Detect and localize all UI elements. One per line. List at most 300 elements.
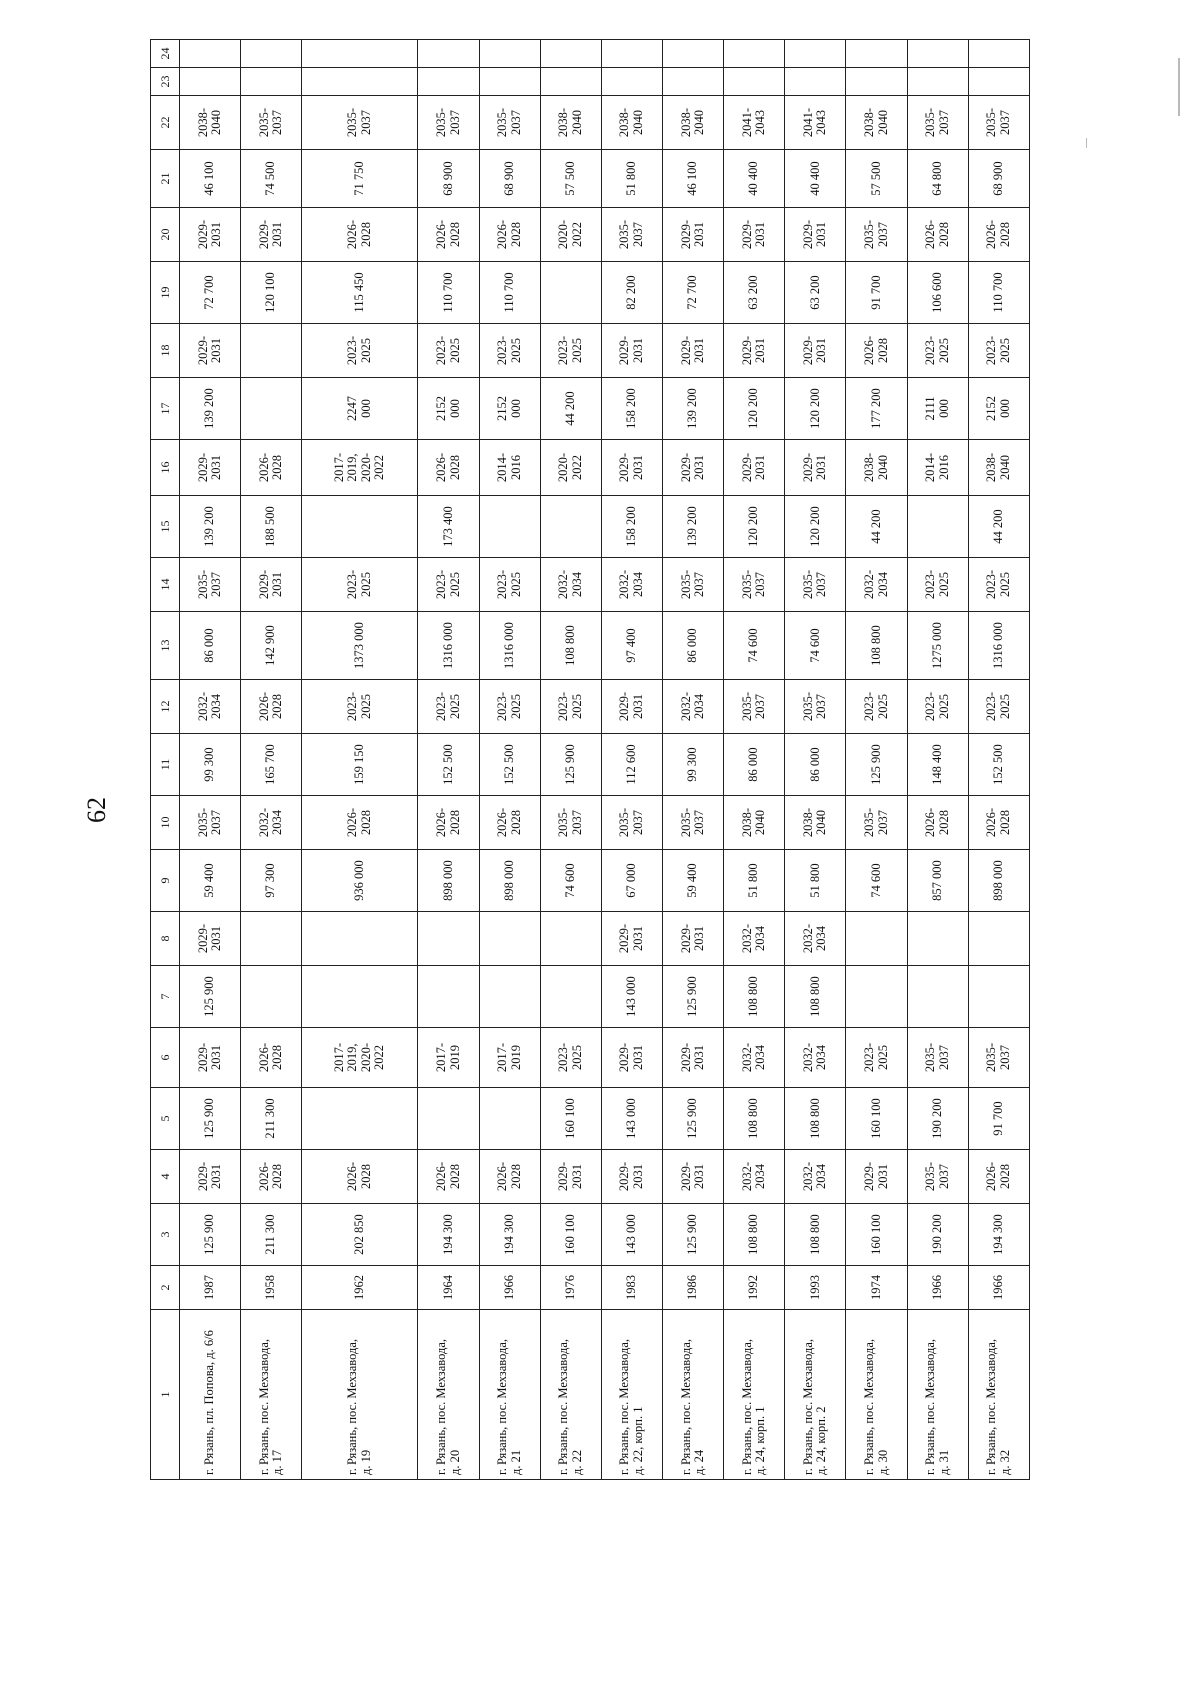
table-cell: 2035- 2037 [724,680,785,734]
table-cell [601,68,662,96]
table-cell: 139 200 [180,378,241,440]
table-cell: 2038- 2040 [663,96,724,150]
table-cell: 2023- 2025 [907,680,968,734]
address-cell: г. Рязань, пл. Попова, д. 6/6 [180,1310,241,1480]
table-cell: 2023- 2025 [418,680,479,734]
table-row [785,40,846,1480]
table-cell: 2026- 2028 [968,208,1029,262]
table-cell: 1316 000 [479,612,540,680]
table-cell: 99 300 [663,734,724,796]
table-cell: 46 100 [663,150,724,208]
table-cell: 2035- 2037 [846,208,907,262]
table-cell: 40 400 [785,150,846,208]
table-cell: 1976 [540,1266,601,1310]
table-cell [241,40,302,68]
table-cell: 108 800 [724,1088,785,1150]
table-cell: 68 900 [418,150,479,208]
table-cell: 108 800 [785,1088,846,1150]
table-cell: 2152 000 [479,378,540,440]
column-header-5: 5 [151,1088,180,1150]
column-header-8: 8 [151,912,180,966]
table-cell: 108 800 [785,1204,846,1266]
table-cell: 74 600 [846,850,907,912]
table-cell: 2035- 2037 [241,96,302,150]
address-cell: г. Рязань, пос. Мехзавода, д. 20 [418,1310,479,1480]
column-header-23: 23 [151,68,180,96]
table-cell: 2035- 2037 [785,680,846,734]
table-cell: 2035- 2037 [601,208,662,262]
table-cell: 2017- 2019, 2020- 2022 [302,440,418,496]
table-cell: 97 400 [601,612,662,680]
table-cell: 106 600 [907,262,968,324]
table-cell: 110 700 [479,262,540,324]
table-cell: 2017- 2019 [479,1028,540,1088]
table-cell [479,912,540,966]
table-cell: 160 100 [540,1204,601,1266]
table-cell [241,912,302,966]
table-cell: 46 100 [180,150,241,208]
table-cell [540,966,601,1028]
table-cell: 898 000 [968,850,1029,912]
table-cell [302,1088,418,1150]
table-cell [540,68,601,96]
table-cell: 64 800 [907,150,968,208]
table-cell: 108 800 [540,612,601,680]
address-cell: г. Рязань, пос. Мехзавода, д. 32 [968,1310,1029,1480]
table-cell: 139 200 [180,496,241,558]
table-cell: 2035- 2037 [180,558,241,612]
table-cell: 51 800 [785,850,846,912]
table-cell: 2029- 2031 [663,1150,724,1204]
table-cell: 2038- 2040 [540,96,601,150]
table-cell [907,68,968,96]
address-cell: г. Рязань, пос. Мехзавода, д. 22 [540,1310,601,1480]
table-cell: 2035- 2037 [418,96,479,150]
table-row [540,40,601,1480]
column-header-3: 3 [151,1204,180,1266]
table-cell: 211 300 [241,1204,302,1266]
table-cell [968,912,1029,966]
table-cell: 86 000 [785,734,846,796]
table-cell: 1966 [479,1266,540,1310]
column-header-18: 18 [151,324,180,378]
table-cell: 190 200 [907,1088,968,1150]
table-cell: 2029- 2031 [785,208,846,262]
table-cell: 2029- 2031 [601,324,662,378]
address-cell: г. Рязань, пос. Мехзавода, д. 31 [907,1310,968,1480]
table-cell: 2020- 2022 [540,440,601,496]
table-cell: 2029- 2031 [180,912,241,966]
table-cell [663,40,724,68]
table-cell: 74 500 [241,150,302,208]
table-cell: 2029- 2031 [724,208,785,262]
table-cell: 2026- 2028 [241,680,302,734]
table-cell [968,966,1029,1028]
address-cell: г. Рязань, пос. Мехзавода, д. 24, корп. 1 [724,1310,785,1480]
table-cell: 108 800 [724,1204,785,1266]
table-cell: 2035- 2037 [785,558,846,612]
table-cell: 2035- 2037 [302,96,418,150]
table-cell: 2029- 2031 [663,912,724,966]
table-cell: 202 850 [302,1204,418,1266]
table-cell: 63 200 [724,262,785,324]
table-cell: 120 200 [785,378,846,440]
table-cell: 2035- 2037 [907,1028,968,1088]
table-cell: 125 900 [663,1088,724,1150]
table-row [479,40,540,1480]
table-cell [479,1088,540,1150]
table-cell: 86 000 [663,612,724,680]
table-cell: 57 500 [846,150,907,208]
table-cell [241,324,302,378]
table-cell: 2020- 2022 [540,208,601,262]
table-cell: 125 900 [180,1204,241,1266]
table-cell: 2041- 2043 [724,96,785,150]
table-cell: 2026- 2028 [418,440,479,496]
table-cell: 44 200 [540,378,601,440]
table-cell: 2017- 2019 [418,1028,479,1088]
table-cell: 2029- 2031 [180,440,241,496]
table-cell: 2029- 2031 [180,208,241,262]
table-cell [479,496,540,558]
table-cell [302,40,418,68]
table-cell [785,68,846,96]
table-cell: 2035- 2037 [663,796,724,850]
table-body [180,40,1030,1480]
table-cell: 2026- 2028 [968,796,1029,850]
table-cell: 2032- 2034 [785,1150,846,1204]
table-cell: 2029- 2031 [785,324,846,378]
table-cell: 139 200 [663,496,724,558]
scan-artifact [1178,58,1180,116]
table-cell: 115 450 [302,262,418,324]
column-header-20: 20 [151,208,180,262]
table-cell: 139 200 [663,378,724,440]
table-cell [907,912,968,966]
table-cell: 2026- 2028 [241,1028,302,1088]
table-cell: 2247 000 [302,378,418,440]
table-cell: 142 900 [241,612,302,680]
column-header-24: 24 [151,40,180,68]
table-cell: 2038- 2040 [968,440,1029,496]
table-cell [663,68,724,96]
table-cell: 2023- 2025 [968,558,1029,612]
column-header-16: 16 [151,440,180,496]
table-cell: 2014- 2016 [479,440,540,496]
table-cell: 857 000 [907,850,968,912]
table-cell: 1987 [180,1266,241,1310]
address-cell: г. Рязань, пос. Мехзавода, д. 19 [302,1310,418,1480]
table-cell: 67 000 [601,850,662,912]
table-cell: 120 200 [785,496,846,558]
table-cell: 2152 000 [418,378,479,440]
table-cell: 2032- 2034 [785,1028,846,1088]
column-header-11: 11 [151,734,180,796]
address-cell: г. Рязань, пос. Мехзавода, д. 30 [846,1310,907,1480]
table-cell: 2023- 2025 [968,324,1029,378]
column-header-2: 2 [151,1266,180,1310]
table-cell [907,496,968,558]
table-cell: 2035- 2037 [724,558,785,612]
table-cell: 2026- 2028 [302,796,418,850]
table-cell: 2038- 2040 [846,440,907,496]
column-header-15: 15 [151,496,180,558]
table-cell: 143 000 [601,966,662,1028]
table-cell: 2038- 2040 [724,796,785,850]
table-cell: 2026- 2028 [968,1150,1029,1204]
table-cell: 44 200 [846,496,907,558]
table-cell: 936 000 [302,850,418,912]
table-cell: 898 000 [479,850,540,912]
table-cell: 2035- 2037 [907,1150,968,1204]
table-cell: 194 300 [968,1204,1029,1266]
table-cell: 2029- 2031 [724,324,785,378]
table-cell: 158 200 [601,496,662,558]
table-cell: 188 500 [241,496,302,558]
table-cell: 74 600 [540,850,601,912]
table-cell: 82 200 [601,262,662,324]
table-cell [601,40,662,68]
table-cell: 148 400 [907,734,968,796]
table-cell [540,262,601,324]
table-cell [302,912,418,966]
table-row [180,40,241,1480]
table-cell: 2111 000 [907,378,968,440]
table-row [418,40,479,1480]
table-cell: 2029- 2031 [601,440,662,496]
table-cell: 2029- 2031 [724,440,785,496]
table-cell [846,40,907,68]
table-cell: 2035- 2037 [968,1028,1029,1088]
table-cell: 120 200 [724,496,785,558]
table-cell: 2026- 2028 [418,1150,479,1204]
table-cell [418,1088,479,1150]
table-cell: 2026- 2028 [241,1150,302,1204]
table-cell: 2035- 2037 [601,796,662,850]
table-cell: 1275 000 [907,612,968,680]
table-cell: 110 700 [968,262,1029,324]
table-cell: 125 900 [180,1088,241,1150]
table-cell: 72 700 [180,262,241,324]
table-cell: 143 000 [601,1204,662,1266]
table-cell: 125 900 [846,734,907,796]
table-cell: 74 600 [724,612,785,680]
table-cell: 1986 [663,1266,724,1310]
rotated-table-container [150,47,1030,1480]
table-cell: 2023- 2025 [302,324,418,378]
table-cell: 2026- 2028 [302,1150,418,1204]
table-cell: 125 900 [663,966,724,1028]
table-cell: 1964 [418,1266,479,1310]
table-cell: 2035- 2037 [907,96,968,150]
table-cell: 2026- 2028 [418,208,479,262]
address-cell: г. Рязань, пос. Мехзавода, д. 21 [479,1310,540,1480]
table-cell: 2032- 2034 [785,912,846,966]
table-cell [785,40,846,68]
table-cell [540,912,601,966]
table-cell [846,68,907,96]
table-cell [302,966,418,1028]
table-cell: 2029- 2031 [241,558,302,612]
table-cell: 2026- 2028 [907,796,968,850]
table-cell: 159 150 [302,734,418,796]
table-cell: 2032- 2034 [724,1150,785,1204]
table-cell: 2017- 2019, 2020- 2022 [302,1028,418,1088]
table-cell: 91 700 [968,1088,1029,1150]
table-cell: 40 400 [724,150,785,208]
table-cell [418,966,479,1028]
column-header-19: 19 [151,262,180,324]
table-cell: 86 000 [180,612,241,680]
column-header-9: 9 [151,850,180,912]
table-cell: 51 800 [724,850,785,912]
page-number: 62 [82,797,111,823]
scan-artifact [1086,138,1087,148]
table-cell: 2032- 2034 [724,1028,785,1088]
table-cell: 1992 [724,1266,785,1310]
table-cell: 2035- 2037 [663,558,724,612]
address-cell: г. Рязань, пос. Мехзавода, д. 24, корп. 2 [785,1310,846,1480]
table-cell [540,40,601,68]
table-cell [180,40,241,68]
table-row [968,40,1029,1480]
table-cell: 2026- 2028 [479,1150,540,1204]
table-cell: 2023- 2025 [540,680,601,734]
table-cell: 2029- 2031 [663,324,724,378]
table-cell: 152 500 [479,734,540,796]
table-cell: 2026- 2028 [302,208,418,262]
table-cell: 2029- 2031 [180,324,241,378]
table-cell [418,68,479,96]
table-cell: 2041- 2043 [785,96,846,150]
table-cell [418,912,479,966]
table-cell: 165 700 [241,734,302,796]
table-cell: 2026- 2028 [846,324,907,378]
table-cell: 112 600 [601,734,662,796]
table-cell: 2035- 2037 [846,796,907,850]
column-number-header-row [151,40,180,1480]
table-cell: 2029- 2031 [601,1028,662,1088]
table-cell: 1983 [601,1266,662,1310]
table-cell [241,966,302,1028]
table-cell: 2023- 2025 [968,680,1029,734]
table-cell: 158 200 [601,378,662,440]
table-row [601,40,662,1480]
column-header-1: 1 [151,1310,180,1480]
table-cell: 2032- 2034 [180,680,241,734]
address-cell: г. Рязань, пос. Мехзавода, д. 24 [663,1310,724,1480]
table-cell: 125 900 [663,1204,724,1266]
table-cell: 2023- 2025 [479,324,540,378]
table-cell: 2032- 2034 [540,558,601,612]
column-header-7: 7 [151,966,180,1028]
table-cell: 2029- 2031 [601,1150,662,1204]
table-cell: 59 400 [180,850,241,912]
column-header-10: 10 [151,796,180,850]
table-cell: 2029- 2031 [241,208,302,262]
column-header-4: 4 [151,1150,180,1204]
table-cell: 160 100 [846,1204,907,1266]
table-cell: 2026- 2028 [907,208,968,262]
table-cell: 194 300 [479,1204,540,1266]
table-cell: 59 400 [663,850,724,912]
table-cell: 86 000 [724,734,785,796]
table-cell: 2032- 2034 [724,912,785,966]
table-cell: 1974 [846,1266,907,1310]
table-cell [540,496,601,558]
table-cell: 2029- 2031 [663,208,724,262]
table-cell: 2029- 2031 [785,440,846,496]
table-cell: 108 800 [785,966,846,1028]
table-cell: 2026- 2028 [418,796,479,850]
table-cell: 2029- 2031 [180,1150,241,1204]
table-cell: 1993 [785,1266,846,1310]
table-cell: 2038- 2040 [180,96,241,150]
address-cell: г. Рязань, пос. Мехзавода, д. 22, корп. 1 [601,1310,662,1480]
table-cell [479,40,540,68]
table-cell: 2023- 2025 [302,558,418,612]
table-cell: 125 900 [180,966,241,1028]
table-cell: 2032- 2034 [601,558,662,612]
table-cell: 97 300 [241,850,302,912]
table-cell: 2029- 2031 [846,1150,907,1204]
table-cell: 2026- 2028 [479,208,540,262]
table-cell [479,966,540,1028]
table-cell: 190 200 [907,1204,968,1266]
table-cell: 108 800 [724,966,785,1028]
table-cell: 2032- 2034 [241,796,302,850]
table-cell: 99 300 [180,734,241,796]
table-cell: 1958 [241,1266,302,1310]
table-cell: 71 750 [302,150,418,208]
table-cell: 2029- 2031 [601,680,662,734]
table-cell: 2029- 2031 [180,1028,241,1088]
table-cell: 160 100 [540,1088,601,1150]
table-cell: 143 000 [601,1088,662,1150]
table-cell: 2035- 2037 [540,796,601,850]
table-cell: 1962 [302,1266,418,1310]
table-cell: 91 700 [846,262,907,324]
table-cell: 194 300 [418,1204,479,1266]
table-cell: 1966 [968,1266,1029,1310]
table-cell: 2152 000 [968,378,1029,440]
capital-repair-schedule-table [150,39,1030,1480]
table-cell: 2038- 2040 [846,96,907,150]
column-header-12: 12 [151,680,180,734]
table-cell: 2023- 2025 [907,324,968,378]
table-cell [241,68,302,96]
column-header-21: 21 [151,150,180,208]
table-cell: 898 000 [418,850,479,912]
table-cell: 2014- 2016 [907,440,968,496]
column-header-6: 6 [151,1028,180,1088]
column-header-17: 17 [151,378,180,440]
table-cell: 51 800 [601,150,662,208]
table-cell: 2032- 2034 [846,558,907,612]
table-cell [846,966,907,1028]
table-cell [302,496,418,558]
table-cell: 63 200 [785,262,846,324]
table-cell: 44 200 [968,496,1029,558]
table-cell: 120 200 [724,378,785,440]
table-cell: 2038- 2040 [601,96,662,150]
table-cell [968,68,1029,96]
table-cell [724,40,785,68]
table-row [241,40,302,1480]
table-cell: 120 100 [241,262,302,324]
column-header-13: 13 [151,612,180,680]
table-cell: 68 900 [479,150,540,208]
